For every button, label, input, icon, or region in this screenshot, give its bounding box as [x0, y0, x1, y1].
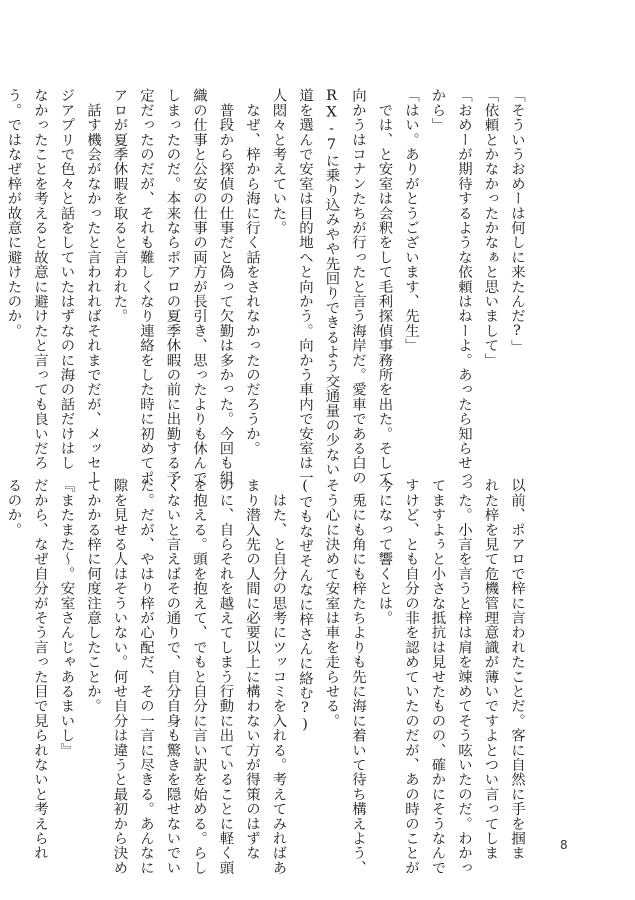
text-line: 隙を見せる人はそういない。何せ自分は違うと最初から決め [111, 478, 128, 875]
text-line: 『またまた～。安室さんじゃあるまいし』 [58, 478, 75, 758]
text-line: RX-7に乗り込みやや先回りできるよう交通量の少ない [323, 88, 340, 477]
text-line: てますよぅと小さな抵抗は見せたものの、確かにそうなんで [429, 478, 446, 875]
text-line: を抱える。頭を抱えて、でもと自分に言い訳を始める。らし [191, 478, 207, 875]
text-line: 今になって響くとは。 [376, 478, 393, 625]
text-line: 普段から探偵の仕事だと偽って欠勤は多かった。今回も組 [217, 88, 234, 485]
text-line: はた、と自分の思考にツッコミを入れる。考えてみればあ [270, 478, 287, 875]
text-line: 以前、ポアロで梓に言われたことだ。客に自然に手を掴ま [509, 478, 525, 861]
text-line: 人悶々と考えていた。 [270, 88, 287, 235]
text-line: (でもなぜそんなに梓さんに絡む?) [297, 478, 313, 733]
text-line: ジアプリで色々と話をしていたはずなのに海の話だけはし [58, 88, 75, 471]
text-line: 話す機会がなかったと言われればそれまでだが、メッセー [85, 88, 101, 485]
text-line: 「おめーが期待するような依頼はねーよ。あったら知らせっ [456, 88, 472, 485]
text-column-top [5, 88, 530, 485]
text-line: から」 [429, 88, 446, 133]
text-line: なぜ、梓から海に行く話をされなかったのだろうか。 [244, 88, 260, 456]
text-line: う。ではなぜ梓が故意に避けたのか。 [5, 88, 22, 338]
text-line: なかったことを考えると故意に避けたと言っても良いだろ [32, 88, 48, 471]
text-line: 「はい。ありがとうございます、先生」 [403, 88, 419, 353]
text-line: 向かうはコナンたちが行ったと言う海岸だ。愛車である白の [350, 88, 366, 485]
text-line: のに、自らそれを越えてしまう行動に出ていることに軽く頭 [217, 478, 234, 875]
text-line: くないと言えばその通りで、自分自身も驚きを隠せないでい [164, 478, 181, 875]
text-line: 「そういうおめーは何しに来たんだ?」 [509, 88, 525, 355]
text-line: 定だったのだが、それも難しくなり連絡をした時に初めてポ [138, 88, 154, 485]
text-line: れた梓を見て危機管理意識が薄いですよとつい言ってしま [482, 478, 499, 861]
text-line: るのか。 [5, 478, 22, 537]
text-line: アロが夏季休暇を取ると言われた。 [111, 88, 128, 324]
text-line: った。小言を言うと梓は肩を竦めてそう呟いたのだ。わかっ [456, 478, 472, 875]
text-line: では、と安室は会釈をして毛利探偵事務所を出た。そして [376, 88, 393, 485]
text-line: てかかる梓に何度注意したことか。 [85, 478, 101, 714]
text-line: 「依頼とかなかったかなぁと思いまして」 [482, 88, 499, 368]
text-line: まり潜入先の人間に必要以上に構わない方が得策のはずな [244, 478, 260, 861]
text-line: 道を選んで安室は目的地へと向かう。向かう車内で安室は一 [297, 88, 313, 485]
text-line: そう心に決めて安室は車を走らせる。 [323, 478, 340, 728]
text-line: だから、なぜ自分がそう言った目で見られないと考えられ [32, 478, 48, 861]
page-number: 8 [560, 838, 568, 852]
text-line: 織の仕事と公安の仕事の両方が長引き、思ったよりも休んで [191, 88, 207, 485]
text-line: た。だが、やはり梓が心配だ、その一言に尽きる。あんなに [138, 478, 154, 875]
text-line: しまったのだ。本来ならポアロの夏季休暇の前に出勤する予 [164, 88, 181, 485]
text-line: 兎にも角にも梓たちよりも先に海に着いて待ち構えよう、 [350, 478, 366, 875]
text-line: すけど、とも自分の非を認めていたのだが、あの時のことが [403, 478, 419, 875]
text-column-bottom [5, 478, 530, 875]
